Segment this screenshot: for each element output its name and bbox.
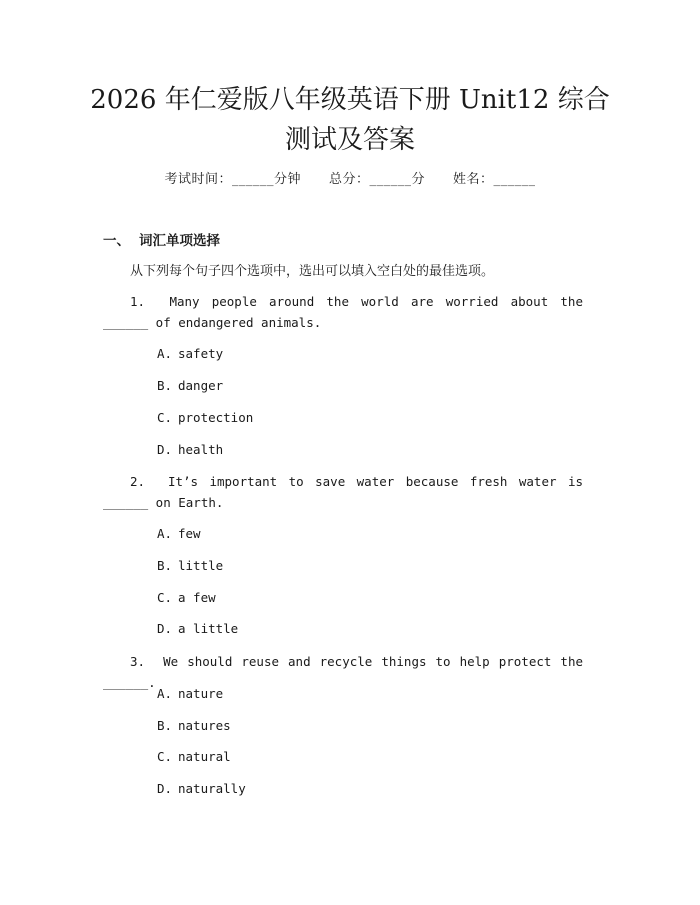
question-number: 1. <box>130 294 146 309</box>
question-1 <box>103 291 583 333</box>
question-number: 2. <box>130 474 146 489</box>
question-text: Many people around the world are worried about the ______ of endangered animals. <box>103 294 583 330</box>
title-line-2: 测试及答案 <box>284 125 415 155</box>
question-2-option-c: C. a few <box>157 590 216 605</box>
section-heading <box>103 229 220 249</box>
question-2-option-a: A. few <box>157 526 201 541</box>
section-title: 词汇单项选择 <box>139 233 220 249</box>
question-2 <box>103 471 583 513</box>
question-1-option-d: D. health <box>157 442 224 457</box>
question-1-option-c: C. protection <box>157 410 254 425</box>
question-3-option-c: C. natural <box>157 749 231 764</box>
question-3-option-d: D. naturally <box>157 781 246 796</box>
name-label: 姓名：______ <box>453 172 536 187</box>
exam-time-label: 考试时间：______分钟 <box>164 172 301 187</box>
section-instruction: 从下列每个句子四个选项中，选出可以填入空白处的最佳选项。 <box>130 264 495 279</box>
question-text: It’s important to save water because fresh water is ______ on Earth. <box>103 474 583 510</box>
exam-meta <box>0 168 700 187</box>
question-3-option-a: A. nature <box>157 686 224 701</box>
question-3-option-b: B. natures <box>157 718 231 733</box>
question-text: We should reuse and recycle things to help protect the ______. <box>103 654 583 690</box>
title-line-1: 2026 年仁爱版八年级英语下册 Unit12 综合 <box>90 85 610 115</box>
question-1-option-a: A. safety <box>157 346 224 361</box>
question-1-option-b: B. danger <box>157 378 224 393</box>
total-score-label: 总分：______分 <box>328 172 425 187</box>
question-number: 3. <box>130 654 146 669</box>
section-number: 一、 <box>103 233 130 249</box>
question-2-option-d: D. a little <box>157 621 239 636</box>
question-2-option-b: B. little <box>157 558 224 573</box>
document-title <box>90 80 610 160</box>
